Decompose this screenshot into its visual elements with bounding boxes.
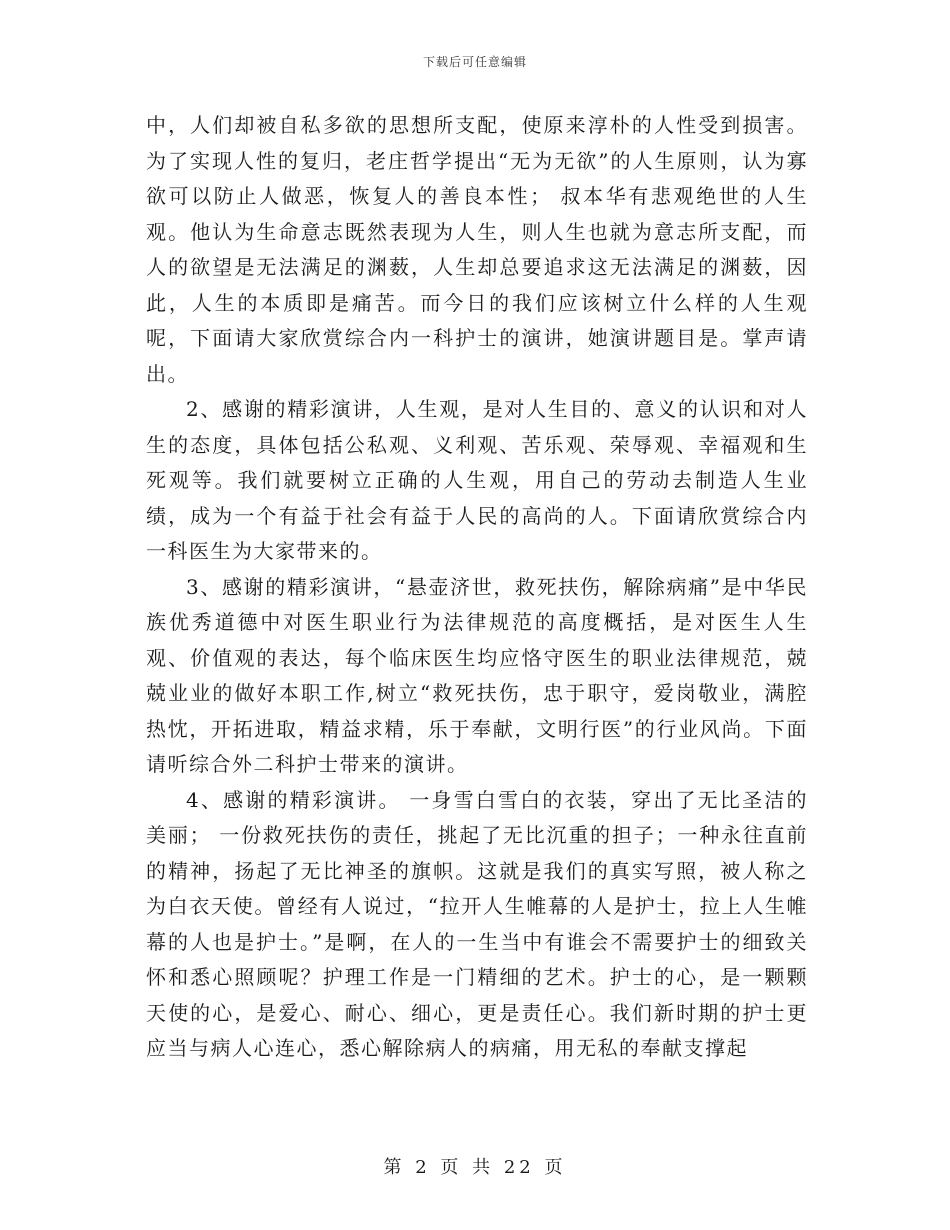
- paragraph-3: 3、感谢的精彩演讲，“悬壶济世，救死扶伤，解除病痛”是中华民族优秀道德中对医生职业行为法律规范的高度概括，是对医生人生观、价值观的表达，每个临床医生均应恪守医生的职业法律规范，兢兢业业的做好本职工作,树立“救死扶伤，忠于职守，爱岗敬业，满腔热忱，开拓进取，精益求精，乐于奉献，文明行医”的行业风尚。下面请听综合外二科护士带来的演讲。: [146, 574, 808, 776]
- paragraph-continued: 中，人们却被自私多欲的思想所支配，使原来淳朴的人性受到损害。为了实现人性的复归，老庄哲学提出“无为无欲”的人生原则，认为寡欲可以防止人做恶，恢复人的善良本性； 叔本华有悲观绝世的人生观。他认为生命意志既然表现为人生，则人生也就为意志所支配，而人的欲望是无法满足的渊薮，人生却总要追求这无法满足的渊薮，因此，人生的本质即是痛苦。而今日的我们应该树立什么样的人生观呢，下面请大家欣赏综合内一科护士的演讲，她演讲题目是。掌声请出。: [146, 113, 808, 386]
- paragraph-4: 4、感谢的精彩演讲。 一身雪白雪白的衣装，穿出了无比圣洁的美丽； 一份救死扶伤的责任，挑起了无比沉重的担子；一种永往直前的精神，扬起了无比神圣的旗帜。这就是我们的真实写照，被人称之为白衣天使。曾经有人说过，“拉开人生帷幕的人是护士，拉上人生帷幕的人也是护士。”是啊，在人的一生当中有谁会不需要护士的细致关怀和悉心照顾呢？护理工作是一门精细的艺术。护士的心，是一颗颗天使的心，是爱心、耐心、细心，更是责任心。我们新时期的护士更应当与病人心连心，悉心解除病人的病痛，用无私的奉献支撑起: [146, 787, 808, 1060]
- paragraph-2: 2、感谢的精彩演讲，人生观，是对人生目的、意义的认识和对人生的态度，具体包括公私观、义利观、苦乐观、荣辱观、幸福观和生死观等。我们就要树立正确的人生观，用自己的劳动去制造人生业绩，成为一个有益于社会有益于人民的高尚的人。下面请欣赏综合内一科医生为大家带来的。: [146, 397, 808, 563]
- header-note: 下载后可任意编辑: [422, 55, 527, 69]
- page-number: 第 2 页 共 22 页: [383, 1157, 567, 1178]
- body-text: [146, 108, 808, 1067]
